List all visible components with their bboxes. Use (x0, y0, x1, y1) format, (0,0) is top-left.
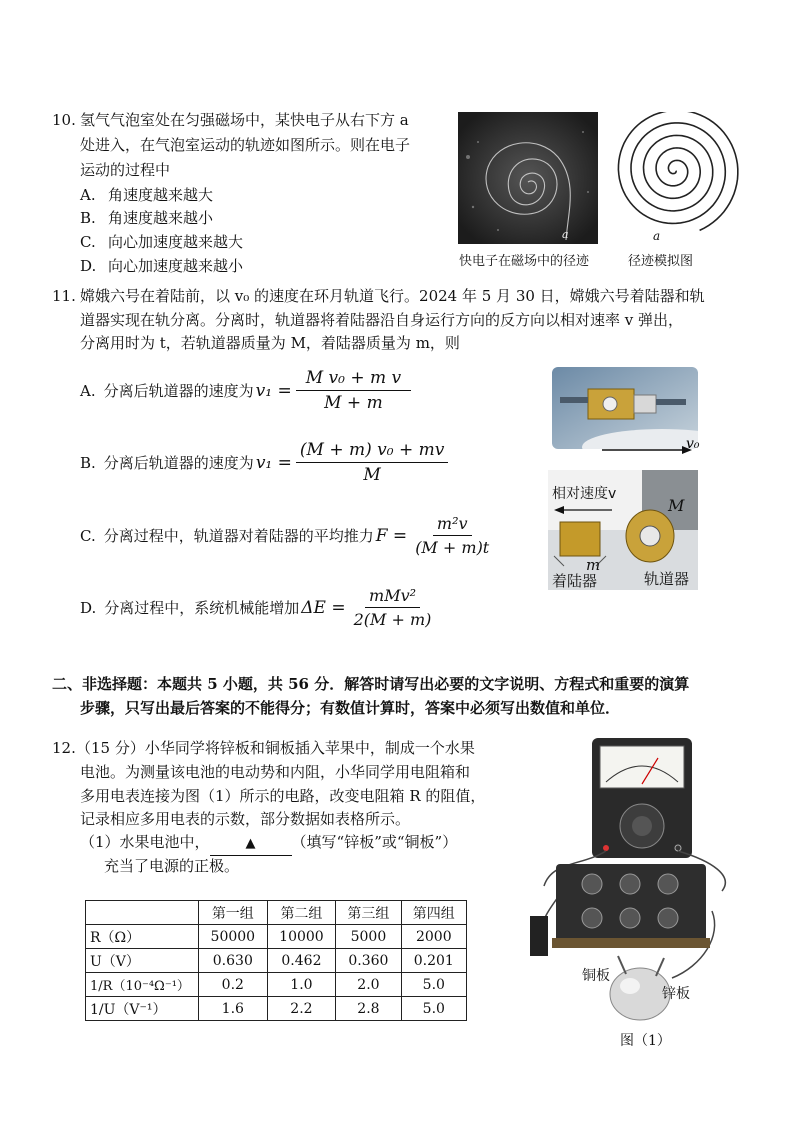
q10-option-a-text: 角速度越来越大 (108, 186, 214, 204)
data-table (85, 900, 467, 1021)
q11-stem-line3: 分离用时为 t，若轨道器质量为 M，着陆器质量为 m，则 (80, 334, 460, 352)
rel-speed-arrow (554, 504, 614, 516)
spiral-trajectory-diagram (605, 112, 745, 244)
q11-option-c-letter: C. (80, 526, 96, 545)
q10-option-a-letter: A. (80, 186, 96, 204)
table-cell: 2000 (401, 925, 466, 949)
q12-number: 12. (52, 739, 76, 757)
copper-plate-label: 铜板 (582, 968, 610, 984)
table-cell: 0.630 (199, 949, 268, 973)
q11-option-a-numerator: M v₀ + m v (296, 368, 411, 391)
table-cell: 0.462 (267, 949, 336, 973)
figure1-caption: 图（1） (620, 1033, 671, 1049)
q10-stem-line1: 氢气气泡室处在匀强磁场中，某快电子从右下方 a (80, 111, 409, 129)
q11-option-a-text: 分离后轨道器的速度为 (103, 382, 254, 400)
caption-diagram: 径迹模拟图 (628, 254, 694, 269)
q12-part1-prefix: （1）水果电池中， (80, 833, 210, 851)
q11-option-c-text: 分离过程中，轨道器对着陆器的平均推力 (103, 527, 374, 545)
table-header-cell (86, 901, 199, 925)
multimeter (592, 738, 692, 858)
q11-stem-line2: 道器实现在轨分离。分离时，轨道器将着陆器沿自身运行方向的反方向以相对速率 v 弹出， (80, 311, 684, 329)
table-row-label: U（V） (86, 949, 199, 973)
q11-number: 11. (52, 287, 76, 305)
table-cell: 50000 (199, 925, 268, 949)
q10-stem-line3: 运动的过程中 (80, 161, 171, 179)
q10-option-b-letter: B. (80, 209, 96, 227)
q11-option-c-numerator: m²v (433, 514, 472, 536)
q11-option-a-letter: A. (80, 381, 96, 400)
q10-option-d-text: 向心加速度越来越小 (108, 257, 244, 275)
q11-option-d-numerator: mMv² (365, 586, 420, 608)
photo-point-label: a (562, 228, 569, 241)
table-header-cell: 第四组 (401, 901, 466, 925)
q11-option-a[interactable] (80, 368, 415, 413)
v0-arrow (600, 434, 710, 458)
table-row (86, 973, 467, 997)
table-header-cell: 第一组 (199, 901, 268, 925)
q10-option-c-text: 向心加速度越来越大 (108, 233, 244, 251)
table-cell: 10000 (267, 925, 336, 949)
q10-option-b-text: 角速度越来越小 (108, 209, 214, 227)
bubble-chamber-photo (458, 112, 598, 244)
lander-mass-label: m (586, 556, 601, 574)
q11-option-b-letter: B. (80, 453, 96, 472)
lander-label: 着陆器 (552, 572, 598, 590)
table-cell: 5.0 (401, 997, 466, 1021)
q12-stem-line4: 记录相应多用电表的示数，部分数据如表格所示。 (80, 810, 411, 828)
zinc-plate-label: 锌板 (662, 986, 690, 1002)
q11-option-a-lhs: v₁ = (255, 380, 292, 401)
table-row (86, 925, 467, 949)
q11-option-d-text: 分离过程中，系统机械能增加 (104, 599, 300, 617)
q11-option-d-lhs: ΔE = (301, 597, 346, 618)
table-cell: 2.2 (267, 997, 336, 1021)
q10-number: 10. (52, 111, 76, 129)
table-header-cell: 第三组 (336, 901, 401, 925)
q12-part1 (80, 831, 457, 856)
q11-option-d[interactable] (80, 586, 439, 629)
table-row-label: 1/R（10⁻⁴Ω⁻¹） (86, 973, 199, 997)
table-cell: 0.360 (336, 949, 401, 973)
table-row-label: R（Ω） (86, 925, 199, 949)
table-cell: 0.2 (199, 973, 268, 997)
table-row (86, 997, 467, 1021)
q11-option-b-numerator: (M + m) v₀ + mv (296, 440, 448, 463)
q11-option-d-denominator: 2(M + m) (353, 610, 432, 629)
table-cell: 2.0 (336, 973, 401, 997)
table-header-cell: 第二组 (267, 901, 336, 925)
table-cell: 1.0 (267, 973, 336, 997)
table-cell: 1.6 (199, 997, 268, 1021)
q11-option-c-lhs: F = (375, 525, 408, 546)
table-row-label: 1/U（V⁻¹） (86, 997, 199, 1021)
q11-option-d-letter: D. (80, 598, 97, 617)
table-cell: 5.0 (401, 973, 466, 997)
q11-stem-line1: 嫦娥六号在着陆前，以 v₀ 的速度在环月轨道飞行。2024 年 5 月 30 日，嫦娥六号着陆器和轨 (80, 287, 705, 305)
q11-option-b[interactable] (80, 440, 452, 485)
rel-speed-label: 相对速度v (552, 486, 617, 502)
section2-heading-line1: 二、非选择题：本题共 5 小题，共 56 分．解答时请写出必要的文字说明、方程式和重要的演算 (52, 675, 690, 693)
q10-stem-line2: 处进入，在气泡室运动的轨迹如图所示。则在电子 (80, 136, 411, 154)
orbiter-label: 轨道器 (644, 570, 690, 588)
section2-heading-line2: 步骤，只写出最后答案的不能得分；有数值计算时，答案中必须写出数值和单位． (80, 699, 621, 717)
q12-stem-line3: 多用电表连接为图（1）所示的电路，改变电阻箱 R 的阻值， (80, 787, 486, 805)
table-cell: 5000 (336, 925, 401, 949)
q11-option-a-denominator: M + m (324, 393, 383, 413)
q12-stem-line1: （15 分）小华同学将锌板和铜板插入苹果中，制成一个水果 (76, 739, 475, 757)
table-header-row (86, 901, 467, 925)
orbiter-mass-label: M (668, 496, 685, 515)
q12-part1-hint: （填写“锌板”或“铜板”） (291, 833, 458, 851)
resistance-box (552, 864, 710, 948)
table-cell: 2.8 (336, 997, 401, 1021)
q11-option-c[interactable] (80, 514, 497, 557)
q11-option-b-denominator: M (363, 465, 381, 485)
change6-separation-photo (548, 470, 698, 590)
diagram-point-label: a (653, 229, 661, 243)
q12-stem-line2: 电池。为测量该电池的电动势和内阻，小华同学用电阻箱和 (80, 763, 471, 781)
apple-battery (610, 956, 670, 1020)
circuit-figure (522, 736, 744, 1026)
q12-part1-suffix: 充当了电源的正极。 (104, 857, 240, 875)
table-cell: 0.201 (401, 949, 466, 973)
q12-part1-answer-blank[interactable]: ▲ (210, 833, 292, 856)
q10-option-d-letter: D. (80, 257, 97, 275)
q11-option-c-denominator: (M + m)t (415, 538, 490, 557)
q11-option-b-text: 分离后轨道器的速度为 (103, 454, 254, 472)
table-row (86, 949, 467, 973)
q11-option-b-lhs: v₁ = (255, 452, 292, 473)
caption-photo: 快电子在磁场中的径迹 (459, 254, 590, 269)
v0-label: v₀ (686, 436, 700, 452)
q10-option-c-letter: C. (80, 233, 96, 251)
